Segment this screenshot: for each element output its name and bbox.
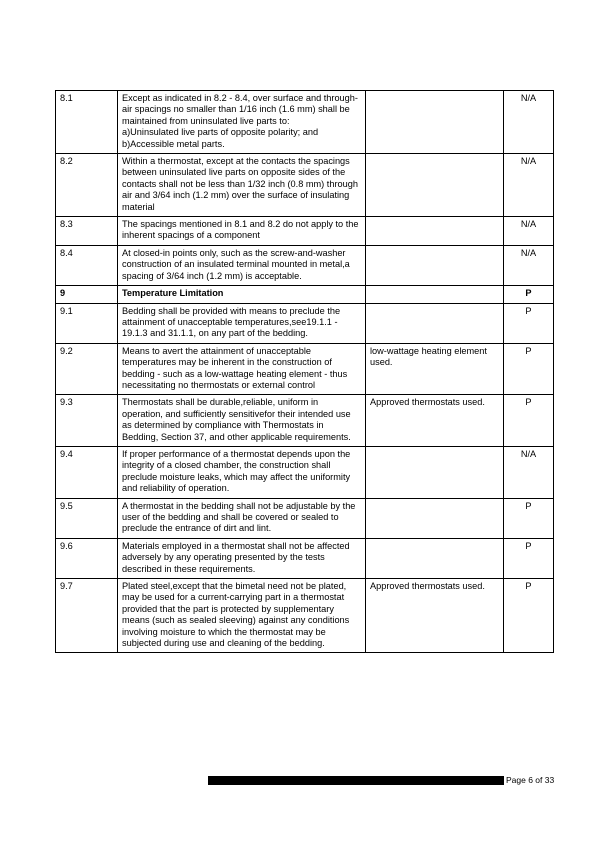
- table-row: [56, 579, 554, 653]
- verdict-cell: N/A: [504, 217, 554, 246]
- requirements-table-body: [56, 91, 554, 653]
- requirement-cell: Materials employed in a thermostat shall not be affected adversely by any operating presented by the tests described in these requirements.: [118, 538, 366, 578]
- result-cell: [366, 91, 504, 154]
- clause-cell: 9.7: [56, 579, 118, 653]
- verdict-cell: P: [504, 538, 554, 578]
- table-row: [56, 154, 554, 217]
- result-cell: Approved thermostats used.: [366, 395, 504, 447]
- result-cell: [366, 446, 504, 498]
- table-row: [56, 217, 554, 246]
- result-cell: [366, 286, 504, 303]
- result-cell: [366, 538, 504, 578]
- requirement-cell: At closed-in points only, such as the screw-and-washer construction of an insulated terminal mounted in metal,a spacing of 3/64 inch (1.2 mm) is acceptable.: [118, 245, 366, 285]
- requirement-cell: Except as indicated in 8.2 - 8.4, over surface and through-air spacings no smaller than 1/16 inch (1.6 mm) shall be maintained from uninsulated live parts to: a)Uninsulated live parts of opposite polarity; and b)Accessible metal parts.: [118, 91, 366, 154]
- clause-cell: 8.3: [56, 217, 118, 246]
- result-cell: [366, 245, 504, 285]
- clause-cell: 9.6: [56, 538, 118, 578]
- table-row: [56, 303, 554, 343]
- table-row: [56, 446, 554, 498]
- requirement-cell: The spacings mentioned in 8.1 and 8.2 do not apply to the inherent spacings of a component: [118, 217, 366, 246]
- clause-cell: 8.4: [56, 245, 118, 285]
- clause-cell: 9.5: [56, 498, 118, 538]
- verdict-cell: N/A: [504, 245, 554, 285]
- requirement-cell: Temperature Limitation: [118, 286, 366, 303]
- verdict-cell: P: [504, 286, 554, 303]
- section-header-row: [56, 286, 554, 303]
- clause-cell: 9.1: [56, 303, 118, 343]
- table-row: [56, 538, 554, 578]
- verdict-cell: N/A: [504, 91, 554, 154]
- table-row: [56, 395, 554, 447]
- result-cell: [366, 154, 504, 217]
- clause-cell: 9: [56, 286, 118, 303]
- requirements-table: [55, 90, 554, 653]
- table-row: [56, 343, 554, 395]
- requirement-cell: Bedding shall be provided with means to preclude the attainment of unacceptable temperatures,see19.1.1 - 19.1.3 and 31.1.1, on any part of the bedding.: [118, 303, 366, 343]
- clause-cell: 9.2: [56, 343, 118, 395]
- clause-cell: 9.4: [56, 446, 118, 498]
- table-row: [56, 498, 554, 538]
- table-row: [56, 91, 554, 154]
- requirement-cell: Within a thermostat, except at the contacts the spacings between uninsulated live parts on opposite sides of the contacts shall not be less than 1/32 inch (0.8 mm) through air and 3/64 inch (1.2 mm) over the surface of insulating material: [118, 154, 366, 217]
- clause-cell: 8.1: [56, 91, 118, 154]
- redacted-report-number: [208, 776, 504, 785]
- result-cell: [366, 303, 504, 343]
- verdict-cell: P: [504, 579, 554, 653]
- requirement-cell: If proper performance of a thermostat depends upon the integrity of a closed chamber, the construction shall preclude moisture leaks, which may affect the uniformity and reliability of operation.: [118, 446, 366, 498]
- verdict-cell: P: [504, 303, 554, 343]
- clause-cell: 8.2: [56, 154, 118, 217]
- result-cell: [366, 498, 504, 538]
- requirement-cell: Thermostats shall be durable,reliable, uniform in operation, and sufficiently sensitivefor their intended use as determined by compliance with Thermostats in Bedding, Section 37, and other applicable requirements.: [118, 395, 366, 447]
- verdict-cell: P: [504, 395, 554, 447]
- clause-cell: 9.3: [56, 395, 118, 447]
- verdict-cell: P: [504, 498, 554, 538]
- verdict-cell: P: [504, 343, 554, 395]
- requirement-cell: Means to avert the attainment of unacceptable temperatures may be inherent in the construction of bedding - such as a low-wattage heating element - thus necessitating no thermostats or external control: [118, 343, 366, 395]
- verdict-cell: N/A: [504, 446, 554, 498]
- result-cell: [366, 217, 504, 246]
- page-number: Page 6 of 33: [506, 775, 555, 785]
- table-row: [56, 245, 554, 285]
- requirement-cell: Plated steel,except that the bimetal need not be plated, may be used for a current-carrying part in a thermostat provided that the part is protected by supplementary means (such as sealed sleeving) against any conditions involving moisture to which the thermostat may be subjected during use and cleaning of the bedding.: [118, 579, 366, 653]
- result-cell: low-wattage heating element used.: [366, 343, 504, 395]
- result-cell: Approved thermostats used.: [366, 579, 504, 653]
- requirement-cell: A thermostat in the bedding shall not be adjustable by the user of the bedding and shall be covered or sealed to preclude the entrance of dirt and lint.: [118, 498, 366, 538]
- verdict-cell: N/A: [504, 154, 554, 217]
